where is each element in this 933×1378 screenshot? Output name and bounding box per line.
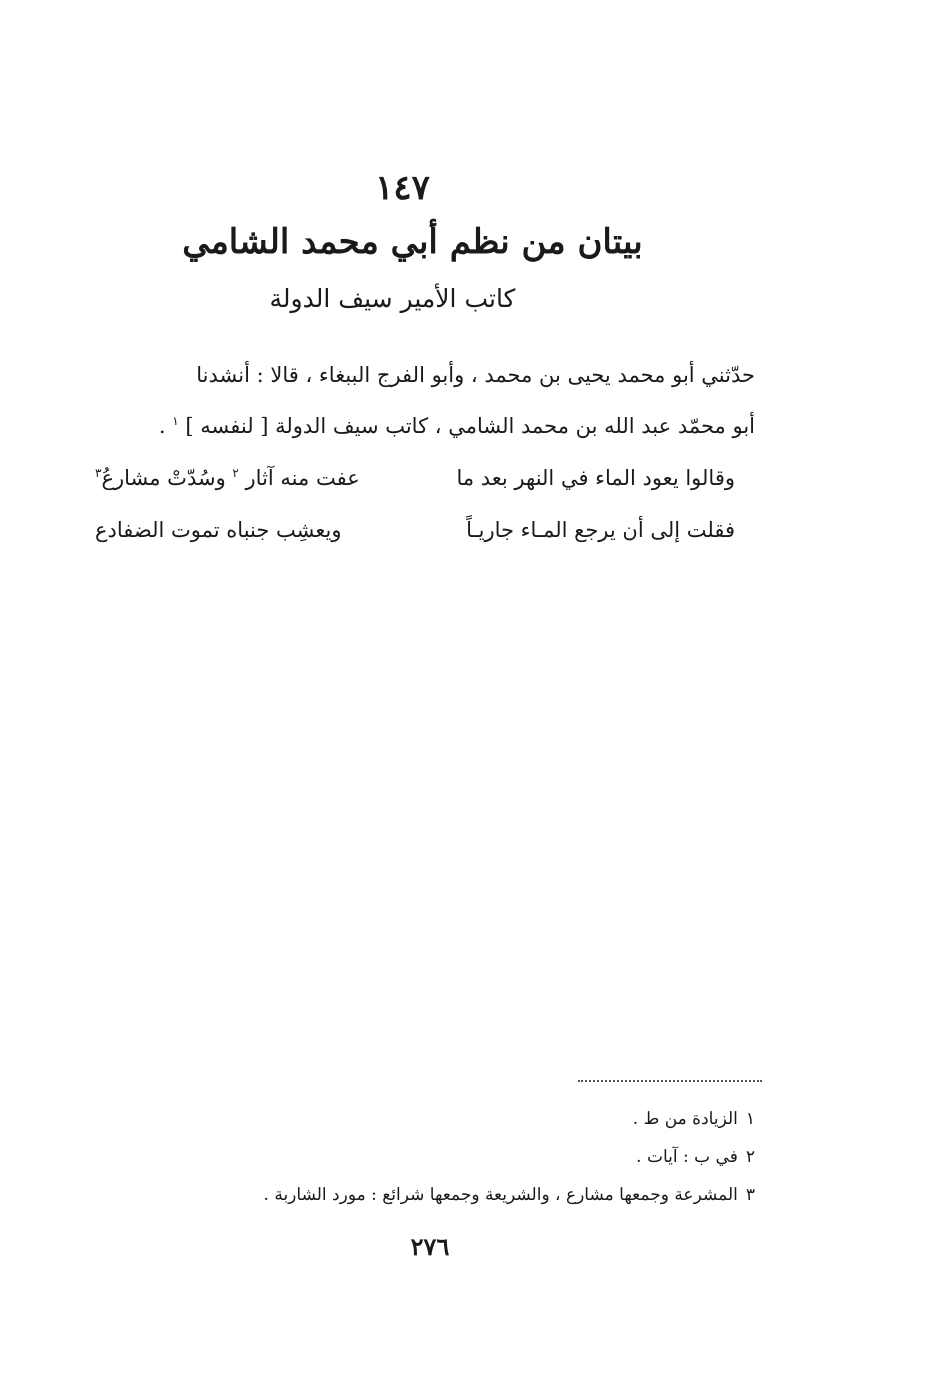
footnote-number: ٣	[745, 1185, 755, 1205]
entry-subtitle: كاتب الأمير سيف الدولة	[269, 284, 516, 313]
footnote-marker: ٣	[95, 466, 102, 480]
narration-line-2-end: .	[158, 414, 173, 438]
verse-2-first-hemistich: فقلت إلى أن يرجع المـاء جاريـاً	[466, 518, 735, 542]
narration-line-1-text: حدّثني أبو محمد يحيى بن محمد ، وأبو الفرج الببغاء ، قالا : أنشدنا	[196, 363, 755, 387]
footnote-marker: ١	[172, 414, 179, 428]
verse-1-second-part-a: عفت منه آثار	[245, 466, 360, 490]
narration-paragraph	[75, 352, 755, 449]
footnote-1	[180, 1100, 755, 1138]
footnote-marker: ٢	[232, 466, 239, 480]
narration-line-2-text: أبو محمّد عبد الله بن محمد الشامي ، كاتب سيف الدولة [ لنفسه ]	[185, 414, 755, 438]
footnotes	[180, 1100, 755, 1214]
entry-number: ١٤٧	[375, 168, 430, 208]
footnote-3	[180, 1176, 755, 1214]
footnote-divider	[578, 1080, 762, 1082]
narration-line-1	[75, 352, 755, 398]
entry-title: بيتان من نظم أبي محمد الشامي	[182, 222, 643, 262]
footnote-text: في ب : آيات .	[636, 1147, 738, 1167]
verse-1-second-hemistich	[95, 466, 360, 490]
poem	[95, 452, 735, 556]
verse-1-second-part-b: وسُدّتْ مشارعُ	[101, 466, 233, 490]
page-number: ٢٧٦	[410, 1232, 450, 1261]
footnote-number: ١	[745, 1109, 755, 1129]
footnote-2	[180, 1138, 755, 1176]
footnote-text: المشرعة وجمعها مشارع ، والشريعة وجمعها شرائع : مورد الشاربة .	[263, 1185, 738, 1205]
footnote-text: الزيادة من ط .	[632, 1109, 738, 1129]
verse-2-second-hemistich: ويعشِب جنباه تموت الضفادع	[95, 518, 342, 542]
narration-line-2	[75, 398, 755, 449]
poem-verse-1	[95, 452, 735, 504]
verse-1-first-hemistich: وقالوا يعود الماء في النهر بعد ما	[456, 466, 735, 490]
poem-verse-2	[95, 504, 735, 556]
footnote-number: ٢	[745, 1147, 755, 1167]
